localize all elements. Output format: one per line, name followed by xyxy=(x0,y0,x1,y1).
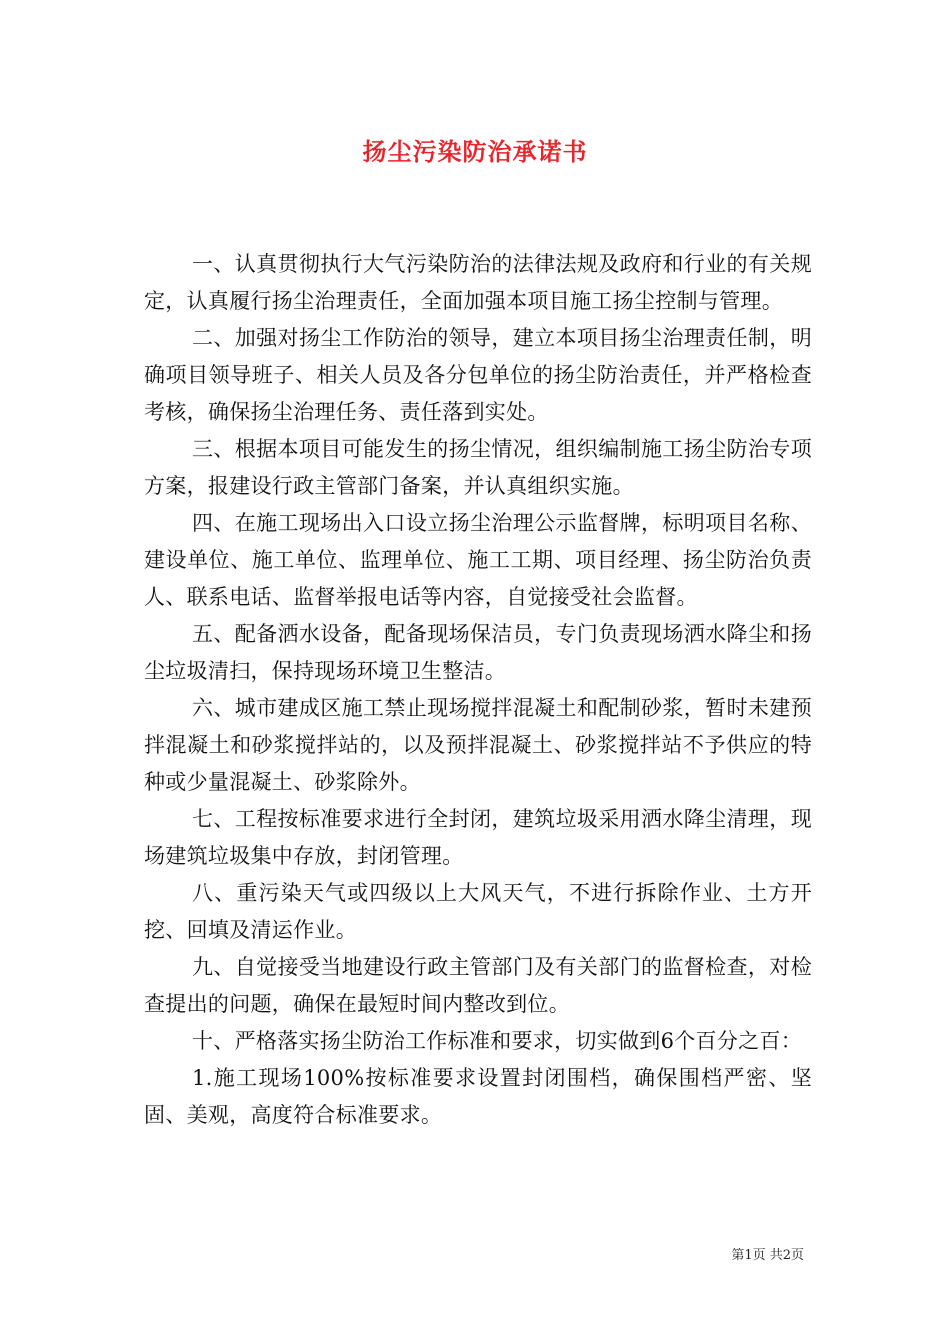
paragraph: 一、认真贯彻执行大气污染防治的法律法规及政府和行业的有关规定，认真履行扬尘治理责任，全面加强本项目施工扬尘控制与管理。 xyxy=(144,252,812,313)
document-body xyxy=(144,246,812,1134)
paragraph: 二、加强对扬尘工作防治的领导，建立本项目扬尘治理责任制，明确项目领导班子、相关人员及各分包单位的扬尘防治责任，并严格检查考核，确保扬尘治理任务、责任落到实处。 xyxy=(144,326,812,424)
paragraph: 七、工程按标准要求进行全封闭，建筑垃圾采用洒水降尘清理，现场建筑垃圾集中存放，封闭管理。 xyxy=(144,807,812,868)
paragraph: 六、城市建成区施工禁止现场搅拌混凝土和配制砂浆，暂时未建预拌混凝土和砂浆搅拌站的，以及预拌混凝土、砂浆搅拌站不予供应的特种或少量混凝土、砂浆除外。 xyxy=(144,696,812,794)
paragraph: 五、配备洒水设备，配备现场保洁员，专门负责现场洒水降尘和扬尘垃圾清扫，保持现场环境卫生整洁。 xyxy=(144,622,812,683)
paragraph: 四、在施工现场出入口设立扬尘治理公示监督牌，标明项目名称、建设单位、施工单位、监理单位、施工工期、项目经理、扬尘防治负责人、联系电话、监督举报电话等内容，自觉接受社会监督。 xyxy=(144,511,812,609)
paragraph: 十、严格落实扬尘防治工作标准和要求，切实做到6个百分之百： xyxy=(192,1029,803,1053)
paragraph: 三、根据本项目可能发生的扬尘情况，组织编制施工扬尘防治专项方案，报建设行政主管部门备案，并认真组织实施。 xyxy=(144,437,812,498)
paragraph: 八、重污染天气或四级以上大风天气，不进行拆除作业、土方开挖、回填及清运作业。 xyxy=(144,881,812,942)
paragraph: 九、自觉接受当地建设行政主管部门及有关部门的监督检查，对检查提出的问题，确保在最短时间内整改到位。 xyxy=(144,955,812,1016)
page-number: 第1页 共2页 xyxy=(731,1248,804,1263)
paragraph: 1.施工现场100%按标准要求设置封闭围档，确保围档严密、坚固、美观，高度符合标准要求。 xyxy=(144,1066,812,1127)
document-title: 扬尘污染防治承诺书 xyxy=(362,137,588,166)
